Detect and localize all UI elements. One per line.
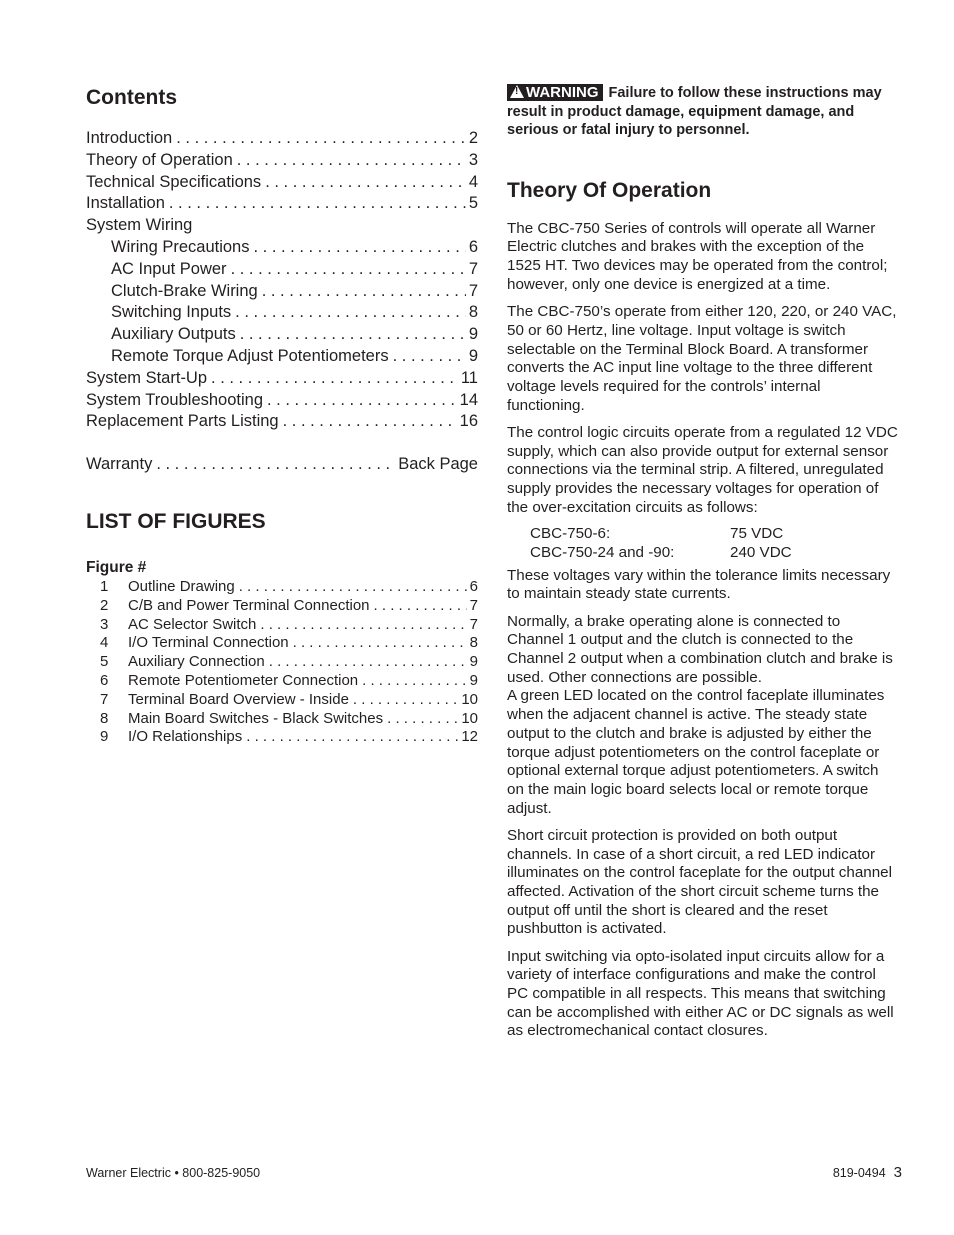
figure-list [86,578,478,747]
toc-entry-replacement-parts[interactable]: Replacement Parts Listing . . . 16 [86,411,478,433]
page-number: 3 [893,1164,902,1181]
theory-paragraph: The control logic circuits operate from a regulated 12 VDC supply, which can also provide output for external sensor connections via the terminal strip. A filtered, unregulated supply provides the necessary voltages for operation of the over-excitation circuits as follows: [507,423,898,516]
toc-entry-auxiliary-outputs[interactable]: Auxiliary Outputs . . . 9 [86,324,478,346]
warning-notice [507,84,899,140]
figure-entry[interactable]: 7 Terminal Board Overview - Inside . . . 10 [86,691,478,710]
left-column [86,84,478,747]
figure-entry[interactable]: 3 AC Selector Switch . . . 7 [86,616,478,635]
toc-spacer [86,433,478,454]
right-column [507,84,899,1041]
voltage-table [530,525,899,562]
figure-number-header: Figure # [86,558,147,576]
toc-entry-wiring-precautions[interactable]: Wiring Precautions . . . 6 [86,237,478,259]
list-of-figures-title: LIST OF FIGURES [86,509,266,533]
toc-entry-installation[interactable]: Installation . . . 5 [86,193,478,215]
table-of-contents [86,128,478,476]
figure-entry[interactable]: 2 C/B and Power Terminal Connection . . . 7 [86,597,478,616]
toc-entry-warranty[interactable]: Warranty . . . Back Page [86,454,478,476]
footer-right [833,1165,902,1181]
voltage-row: CBC-750-6: 75 VDC [530,525,784,543]
theory-paragraph: The CBC-750’s operate from either 120, 220, or 240 VAC, 50 or 60 Hertz, line voltage. Input voltage is switch selectable on the Terminal Block Board. A transformer converts the AC input line voltage to the three different voltage levels required for the controls’ internal functioning. [507,303,897,414]
theory-paragraph: These voltages vary within the tolerance limits necessary to maintain steady state currents. [507,566,891,603]
toc-entry-technical-specifications[interactable]: Technical Specifications . . . 4 [86,172,478,194]
toc-entry-system-troubleshooting[interactable]: System Troubleshooting . . . 14 [86,390,478,412]
toc-entry-clutch-brake-wiring[interactable]: Clutch-Brake Wiring . . . 7 [86,281,478,303]
contents-title: Contents [86,86,177,109]
figure-entry[interactable]: 8 Main Board Switches - Black Switches . . . 10 [86,710,478,729]
theory-paragraph: Input switching via opto-isolated input circuits allow for a variety of interface configurations and make the control PC compatible in all respects. This means that switching can be accomplished with either AC or DC signals as well as electromechanical contact closures. [507,947,894,1040]
document-number: 819-0494 [832,1166,886,1180]
figure-entry[interactable]: 5 Auxiliary Connection . . . 9 [86,653,478,672]
theory-paragraph: A green LED located on the control faceplate illuminates when the adjacent channel is active. The steady state output to the clutch and brake is adjusted by either the torque adjust potentiometers on the control faceplate or optional external torque adjust potentiometers. A switch on the main logic board selects local or remote torque adjust. [507,687,885,817]
figure-entry[interactable]: 1 Outline Drawing . . . 6 [86,578,478,597]
theory-paragraph: Short circuit protection is provided on both output channels. In case of a short circuit, a red LED indicator illuminates on the control faceplate for the output channel affected. Activation of the short circuit scheme turns the output off until the short is cleared and the reset pushbutton is activated. [507,826,892,938]
warning-badge: !WARNING [507,84,603,101]
theory-paragraph: The CBC-750 Series of controls will operate all Warner Electric clutches and brakes with the exception of the 1525 HT. Two devices may be operated from the control; however, only one device is energized at a time. [507,219,888,293]
theory-paragraph: Normally, a brake operating alone is connected to Channel 1 output and the clutch is connected to the Channel 2 output when a combination clutch and brake is used. Other connections are possible. [507,612,893,686]
footer-company: Warner Electric • 800-825-9050 [86,1166,261,1180]
warning-triangle-icon [510,85,524,98]
voltage-row: CBC-750-24 and -90: 240 VDC [530,544,792,562]
toc-entry-system-wiring[interactable]: System Wiring [86,216,193,235]
toc-entry-introduction[interactable]: Introduction . . . 2 [86,128,478,150]
toc-entry-system-start-up[interactable]: System Start-Up . . . 11 [86,368,478,390]
toc-entry-remote-torque-adjust[interactable]: Remote Torque Adjust Potentiometers . . . 9 [86,346,478,368]
toc-entry-theory-of-operation[interactable]: Theory of Operation . . . 3 [86,150,478,172]
toc-entry-switching-inputs[interactable]: Switching Inputs . . . 8 [86,302,478,324]
warning-text: Failure to follow these instructions may result in product damage, equipment damage, and serious or fatal injury to personnel. [507,85,882,139]
figure-entry[interactable]: 4 I/O Terminal Connection . . . 8 [86,634,478,653]
figure-entry[interactable]: 9 I/O Relationships . . . 12 [86,728,478,747]
toc-entry-ac-input-power[interactable]: AC Input Power . . . 7 [86,259,478,281]
theory-of-operation-title: Theory Of Operation [507,178,712,202]
figure-entry[interactable]: 6 Remote Potentiometer Connection . . . 9 [86,672,478,691]
